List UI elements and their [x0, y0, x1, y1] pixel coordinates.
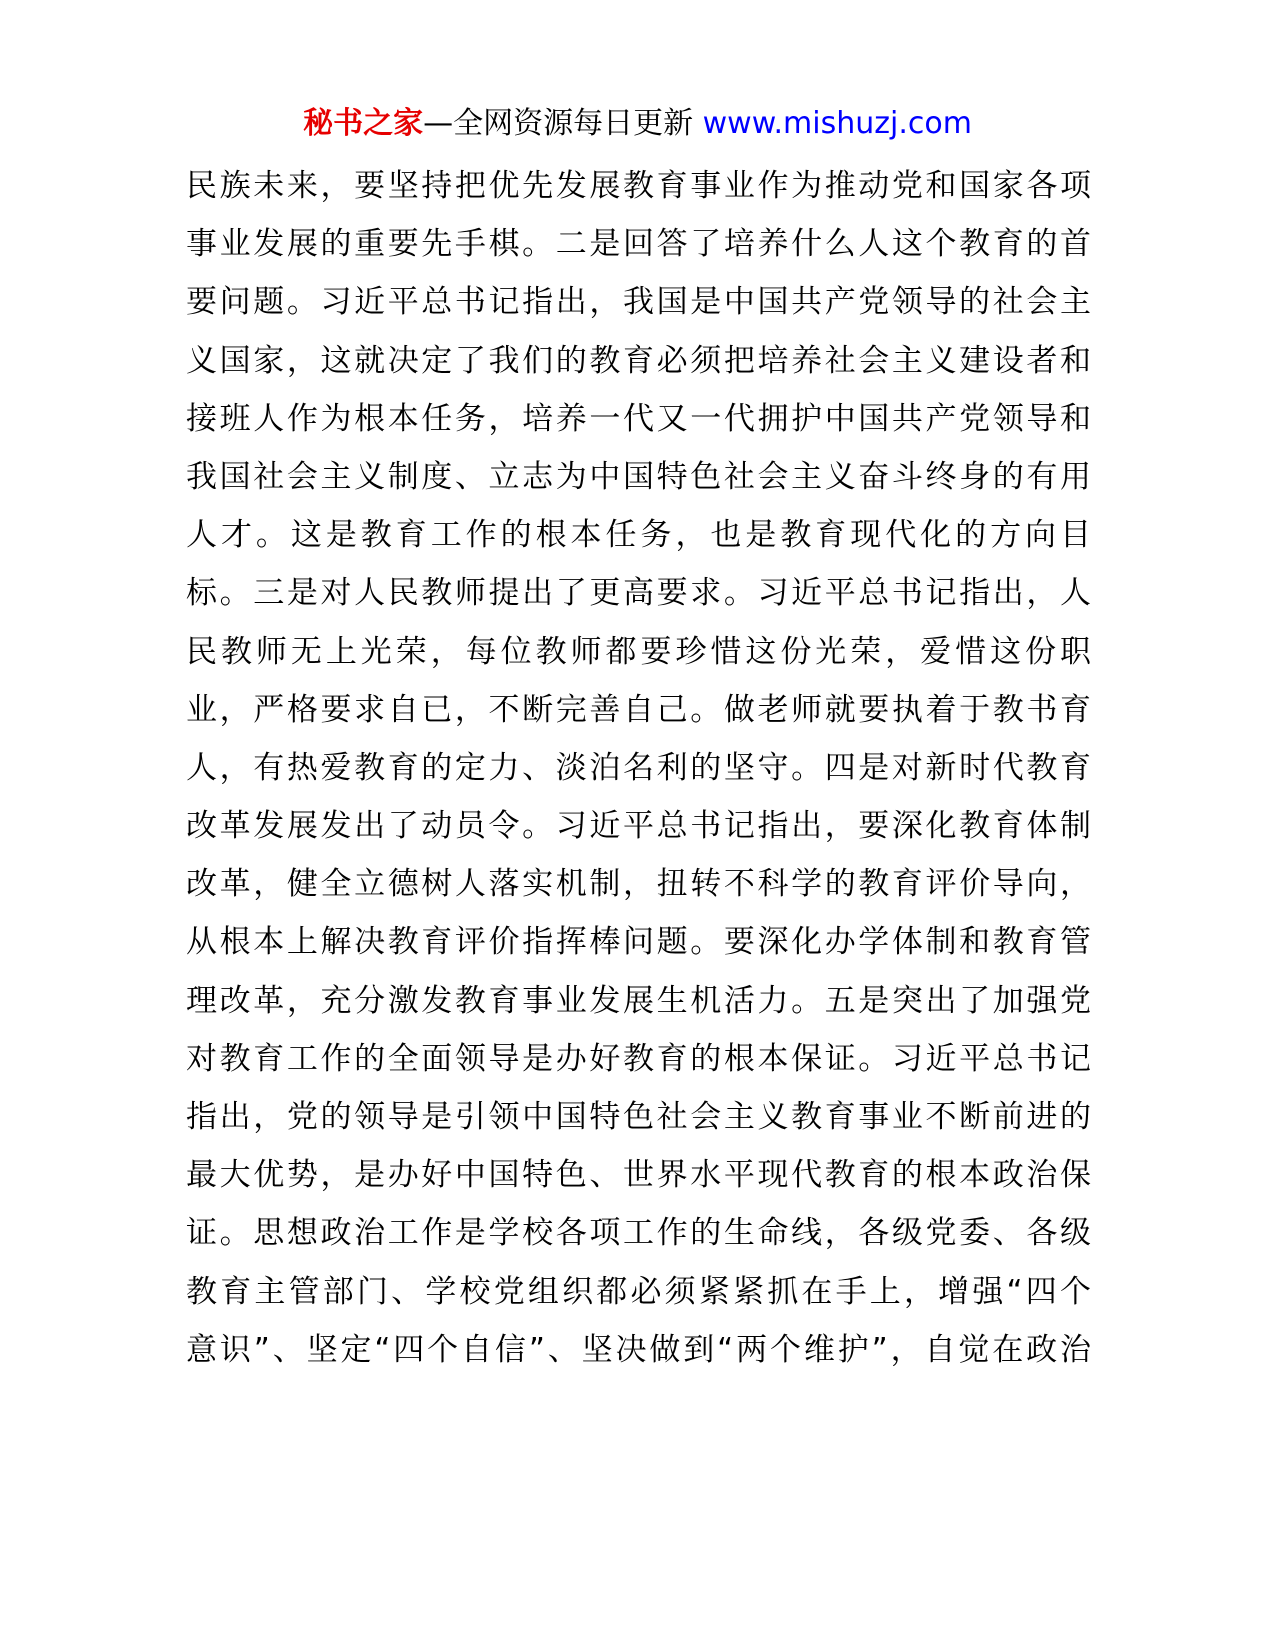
- text-line: 理改革，充分激发教育事业发展生机活力。五是突出了加强党: [186, 982, 1091, 1019]
- text-line: 从根本上解决教育评价指挥棒问题。要深化办学体制和教育管: [186, 924, 1091, 961]
- text-line: 民教师无上光荣，每位教师都要珍惜这份光荣，爱惜这份职: [186, 633, 1091, 670]
- text-line: 我国社会主义制度、立志为中国特色社会主义奋斗终身的有用: [186, 458, 1091, 495]
- text-line: 指出，党的领导是引领中国特色社会主义教育事业不断前进的: [186, 1099, 1091, 1135]
- text-line: 对教育工作的全面领导是办好教育的根本保证。习近平总书记: [186, 1040, 1091, 1077]
- header-tagline: —全网资源每日更新: [423, 106, 694, 141]
- text-line: 业，严格要求自已，不断完善自己。做老师就要执着于教书育: [186, 691, 1091, 728]
- text-line: 改革，健全立德树人落实机制，扭转不科学的教育评价导向，: [186, 866, 1091, 903]
- text-line: 义国家，这就决定了我们的教育必须把培养社会主义建设者和: [186, 342, 1091, 379]
- text-line: 接班人作为根本任务，培养一代又一代拥护中国共产党领导和: [186, 400, 1091, 437]
- text-line: 证。思想政治工作是学校各项工作的生命线，各级党委、各级: [186, 1215, 1091, 1252]
- text-line: 意识”、坚定“四个自信”、坚决做到“两个维护”，自觉在政治: [186, 1331, 1091, 1368]
- site-url-link[interactable]: www.mishuzj.com: [702, 106, 972, 141]
- text-line: 改革发展发出了动员令。习近平总书记指出，要深化教育体制: [186, 808, 1091, 845]
- document-body: [186, 157, 1091, 1379]
- text-line: 人才。这是教育工作的根本任务，也是教育现代化的方向目: [186, 517, 1091, 554]
- site-header: [0, 98, 1275, 150]
- text-line: 民族未来，要坚持把优先发展教育事业作为推动党和国家各项: [186, 168, 1091, 204]
- brand-name: 秘书之家: [303, 106, 424, 141]
- text-line: 教育主管部门、学校党组织都必须紧紧抓在手上，增强“四个: [186, 1273, 1091, 1310]
- text-line: 人，有热爱教育的定力、淡泊名利的坚守。四是对新时代教育: [186, 749, 1091, 786]
- text-line: 最大优势，是办好中国特色、世界水平现代教育的根本政治保: [186, 1157, 1091, 1194]
- text-line: 标。三是对人民教师提出了更高要求。习近平总书记指出，人: [186, 575, 1091, 612]
- text-line: 要问题。习近平总书记指出，我国是中国共产党领导的社会主: [186, 284, 1091, 321]
- text-line: 事业发展的重要先手棋。二是回答了培养什么人这个教育的首: [186, 226, 1091, 263]
